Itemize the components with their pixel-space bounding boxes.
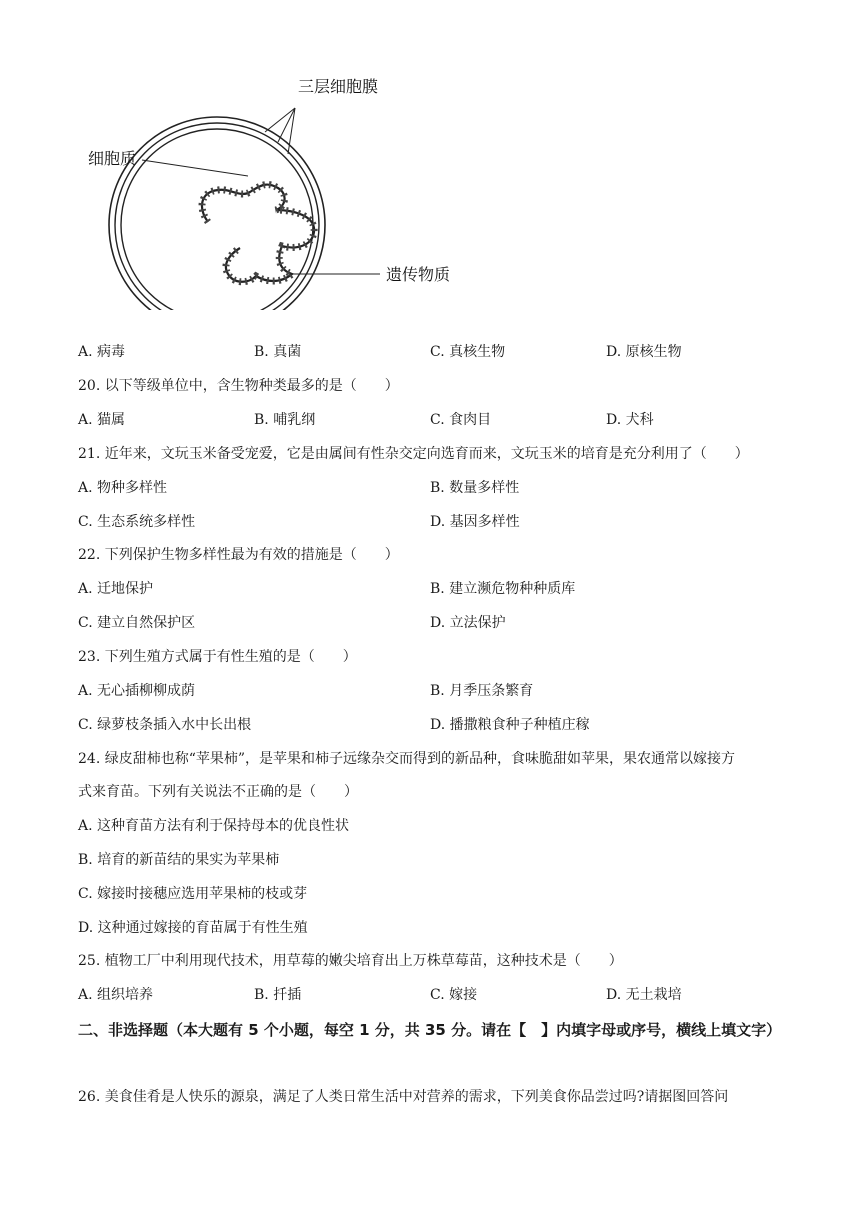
q19-option-c[interactable]: C. 真核生物 [430,344,506,360]
label-cytoplasm: 细胞质 [88,149,137,168]
q23-stem: 23. 下列生殖方式属于有性生殖的是（ ） [78,649,357,665]
cell-diagram [80,70,480,310]
q24-option-c[interactable]: C. 嫁接时接穗应选用苹果柿的枝或芽 [78,886,308,902]
q23-option-d[interactable]: D. 播撒粮食种子种植庄稼 [430,717,590,733]
q25-option-d[interactable]: D. 无土栽培 [606,987,682,1003]
q24-option-b[interactable]: B. 培育的新苗结的果实为苹果柿 [78,852,280,868]
q23-option-b[interactable]: B. 月季压条繁育 [430,683,534,699]
section2-heading: 二、非选择题（本大题有 5 个小题，每空 1 分，共 35 分。请在【 】内填字母或序号，横线上填文字） [78,1021,782,1039]
q23-option-c[interactable]: C. 绿萝枝条插入水中长出根 [78,717,252,733]
q21-option-a[interactable]: A. 物种多样性 [78,480,168,496]
q24-stem-line1: 24. 绿皮甜柿也称“苹果柿”，是苹果和柿子远缘杂交而得到的新品种，食味脆甜如苹果，果农通常以嫁接方 [78,751,736,767]
q23-option-a[interactable]: A. 无心插柳柳成荫 [78,683,196,699]
q25-option-b[interactable]: B. 扦插 [254,987,302,1003]
q21-option-d[interactable]: D. 基因多样性 [430,514,520,530]
pointer-cytoplasm [142,160,248,176]
q19-option-b[interactable]: B. 真菌 [254,344,302,360]
q25-option-a[interactable]: A. 组织培养 [78,987,154,1003]
label-membrane: 三层细胞膜 [298,77,379,96]
label-genetic-material: 遗传物质 [386,265,451,284]
q22-option-a[interactable]: A. 迁地保护 [78,581,154,597]
q19-option-d[interactable]: D. 原核生物 [606,344,682,360]
q20-option-d[interactable]: D. 犬科 [606,412,654,428]
q20-option-c[interactable]: C. 食肉目 [430,412,492,428]
q22-option-d[interactable]: D. 立法保护 [430,615,506,631]
q19-option-a[interactable]: A. 病毒 [78,344,126,360]
membrane-inner [121,129,313,310]
dna-strand [202,185,314,282]
q22-option-b[interactable]: B. 建立濒危物种种质库 [430,581,576,597]
q22-stem: 22. 下列保护生物多样性最为有效的措施是（ ） [78,547,399,563]
q22-option-c[interactable]: C. 建立自然保护区 [78,615,196,631]
q20-option-b[interactable]: B. 哺乳纲 [254,412,316,428]
q25-stem: 25. 植物工厂中利用现代技术，用草莓的嫩尖培育出上万株草莓苗，这种技术是（ ） [78,953,623,969]
q24-option-d[interactable]: D. 这种通过嫁接的育苗属于有性生殖 [78,920,308,936]
q21-stem: 21. 近年来，文玩玉米备受宠爱，它是由属间有性杂交定向选育而来，文玩玉米的培育是充分利用了（ ） [78,446,749,462]
q21-option-b[interactable]: B. 数量多样性 [430,480,520,496]
q20-stem: 20. 以下等级单位中，含生物种类最多的是（ ） [78,378,399,394]
q20-option-a[interactable]: A. 猫属 [78,412,126,428]
q24-option-a[interactable]: A. 这种育苗方法有利于保持母本的优良性状 [78,818,350,834]
pointer-membrane-1 [265,108,295,132]
q21-option-c[interactable]: C. 生态系统多样性 [78,514,196,530]
q24-stem-line2: 式来育苗。下列有关说法不正确的是（ ） [78,784,358,800]
q26-stem: 26. 美食佳肴是人快乐的源泉，满足了人类日常生活中对营养的需求，下列美食你品尝过吗?请据图回答问 [78,1089,729,1105]
q25-option-c[interactable]: C. 嫁接 [430,987,478,1003]
